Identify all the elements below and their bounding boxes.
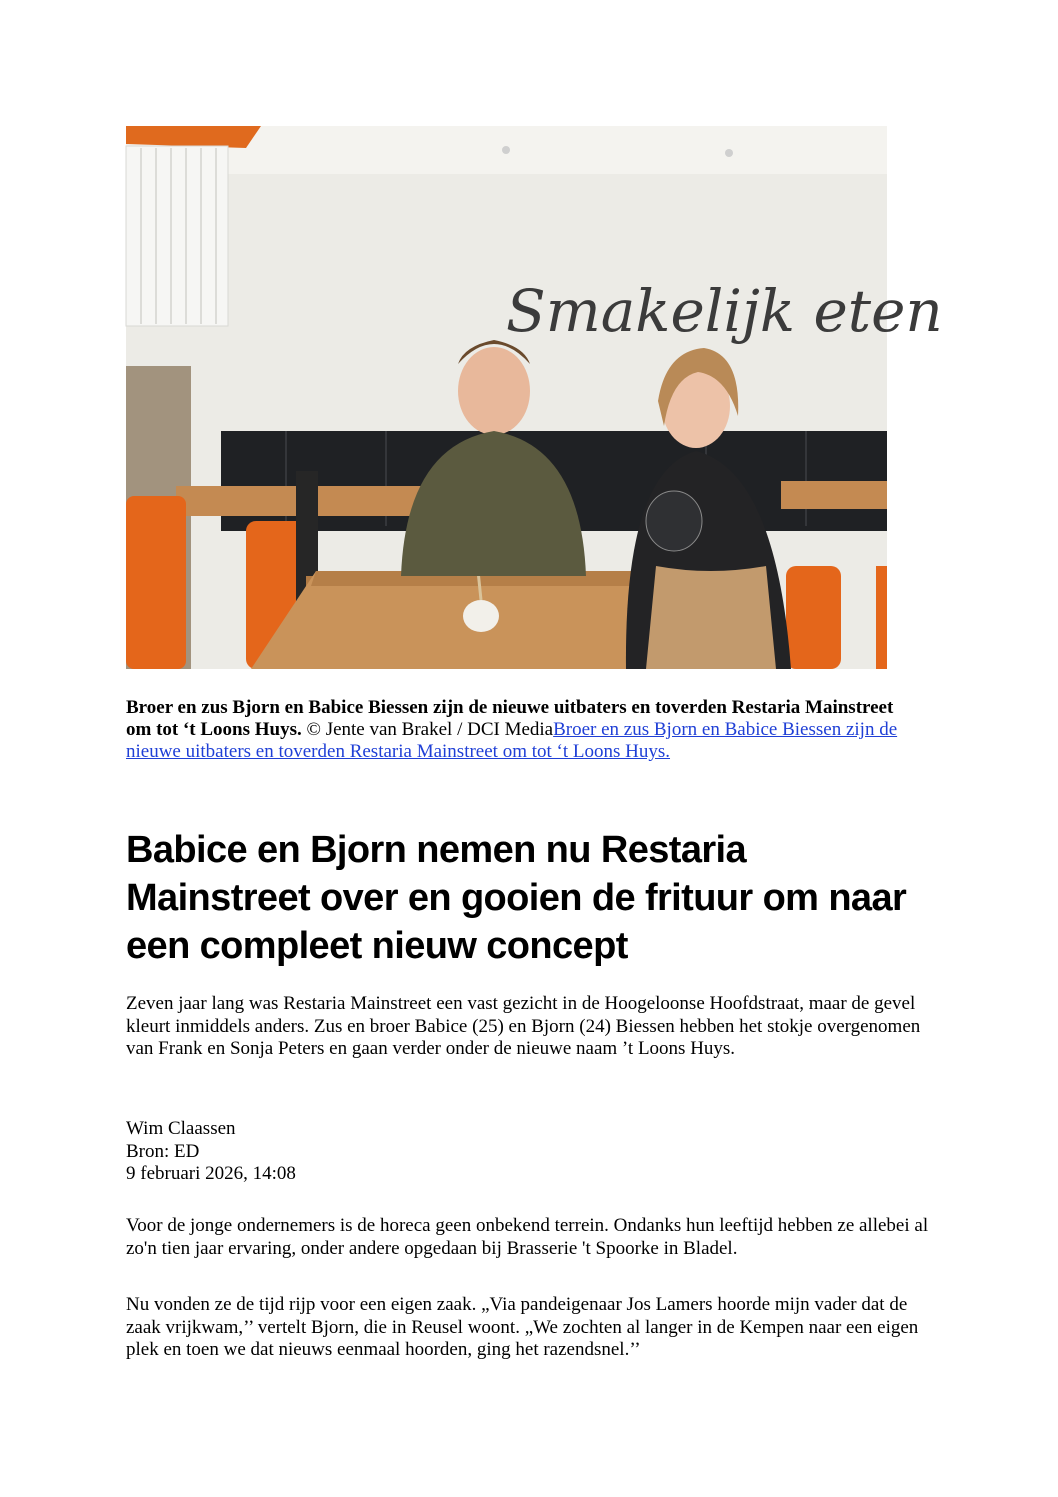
author-name: Wim Claassen: [126, 1118, 236, 1139]
caption-bold-text: Broer en zus Bjorn en Babice Biessen zijn de nieuwe uitbaters en toverden Restaria Mainstreet om tot ‘t Loons Huys.: [126, 697, 894, 740]
paragraph: Voor de jonge ondernemers is de horeca geen onbekend terrein. Ondanks hun leeftijd hebben ze allebei al zo'n tien jaar ervaring, onder andere opgedaan bij Brasserie 't Spoorke in Bladel.: [126, 1215, 929, 1259]
article-headline: Babice en Bjorn nemen nu Restaria Mainstreet over en gooien de frituur om naar een compleet nieuw concept: [126, 829, 907, 967]
wall-lettering: Smakelijk eten: [506, 277, 943, 345]
article-meta: [126, 1118, 296, 1186]
article-lead: Zeven jaar lang was Restaria Mainstreet een vast gezicht in de Hoogeloonse Hoofdstraat, maar de gevel kleurt inmiddels anders. Zus en broer Babice (25) en Bjorn (24) Biessen hebben het stokje overgenomen van Frank en Sonja Peters en gaan verder onder de nieuwe naam ’t Loons Huys.: [126, 993, 921, 1059]
photo-credit: © Jente van Brakel / DCI Media: [301, 719, 554, 740]
article-photo: [126, 126, 943, 669]
photo-caption: [126, 697, 916, 763]
caption-link[interactable]: Broer en zus Bjorn en Babice Biessen zijn de nieuwe uitbaters en toverden Restaria Mainstreet om tot ‘t Loons Huys.: [126, 719, 898, 762]
paragraph: Nu vonden ze de tijd rijp voor een eigen zaak. „Via pandeigenaar Jos Lamers hoorde mijn vader dat de zaak vrijkwam,’’ vertelt Bjorn, die in Reusel woont. „We zochten al langer in de Kempen naar een eigen plek en toen we dat nieuws eenmaal hoorden, ging het razendsnel.’’: [126, 1294, 919, 1360]
restaurant-photo: [126, 126, 943, 669]
publish-date: 9 februari 2026, 14:08: [126, 1163, 296, 1184]
source-label: Bron: ED: [126, 1140, 200, 1162]
